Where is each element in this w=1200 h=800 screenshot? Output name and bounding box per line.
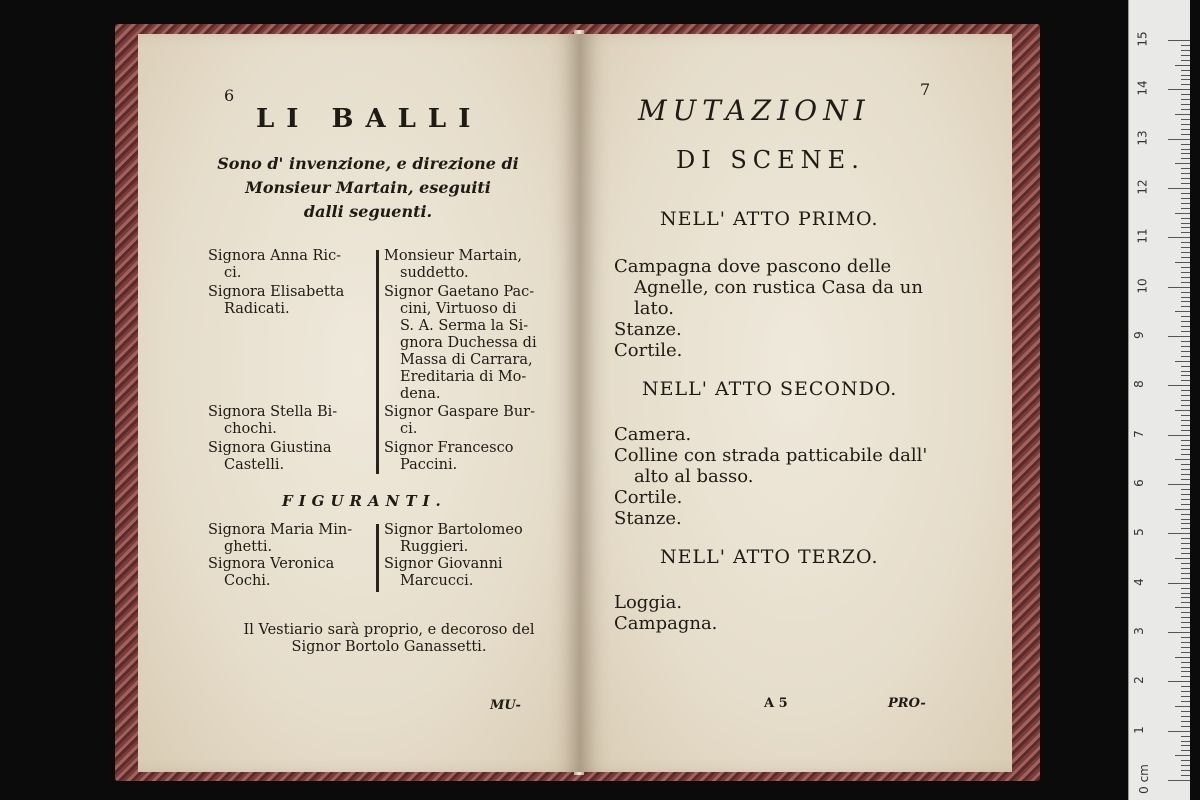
page-title: LI BALLI xyxy=(256,104,483,134)
ruler-tick xyxy=(1175,213,1190,214)
entry-line: S. A. Serma la Si- xyxy=(400,318,529,334)
ruler-tick xyxy=(1181,119,1190,120)
ruler-tick xyxy=(1181,282,1190,283)
ruler-tick xyxy=(1181,671,1190,672)
entry-line: ci. xyxy=(224,265,242,281)
scene-line: Cortile. xyxy=(614,487,683,508)
ruler-number: 15 xyxy=(1135,31,1150,47)
ruler-tick xyxy=(1168,336,1190,337)
subtitle xyxy=(178,152,558,224)
ruler-tick xyxy=(1181,252,1190,253)
ruler-tick xyxy=(1181,721,1190,722)
dancer-entry xyxy=(384,248,522,282)
entry-line: Radicati. xyxy=(224,301,290,317)
ruler-number: 5 xyxy=(1131,528,1146,537)
ruler-tick xyxy=(1181,489,1190,490)
ruler-tick xyxy=(1181,464,1190,465)
column-divider xyxy=(376,440,379,474)
ruler-tick xyxy=(1175,706,1190,707)
entry-line: Signor Francesco xyxy=(384,440,514,456)
ruler-tick xyxy=(1181,519,1190,520)
ruler-tick xyxy=(1181,676,1190,677)
dancer-entry xyxy=(208,440,332,474)
ruler-tick xyxy=(1181,153,1190,154)
ruler-tick xyxy=(1181,573,1190,574)
ruler-tick xyxy=(1181,292,1190,293)
subtitle-line: Sono d' invenzione, e direzione di xyxy=(217,154,519,173)
entry-line: Paccini. xyxy=(400,457,458,473)
ruler-tick xyxy=(1181,208,1190,209)
ruler-tick xyxy=(1181,430,1190,431)
page-subtitle: DI SCENE. xyxy=(676,146,865,174)
entry-line: Signora Maria Min- xyxy=(208,522,353,538)
ruler-tick xyxy=(1181,247,1190,248)
ruler-tick xyxy=(1181,578,1190,579)
scene-list xyxy=(614,424,927,529)
scene-line: Camera. xyxy=(614,424,692,445)
figurante-entry xyxy=(384,556,503,590)
ruler-tick xyxy=(1181,326,1190,327)
ruler-tick xyxy=(1181,711,1190,712)
entry-line: ci. xyxy=(400,421,418,437)
ruler-tick xyxy=(1181,405,1190,406)
ruler-tick xyxy=(1175,361,1190,362)
entry-line: Signora Giustina xyxy=(208,440,332,456)
scene-line: Stanze. xyxy=(614,319,682,340)
page-number: 7 xyxy=(920,80,931,99)
dancer-entry xyxy=(208,404,337,438)
ruler-tick xyxy=(1181,494,1190,495)
entry-line: cini, Virtuoso di xyxy=(400,301,517,317)
ruler-tick xyxy=(1181,745,1190,746)
ruler-tick xyxy=(1168,287,1190,288)
ruler-tick xyxy=(1181,617,1190,618)
ruler-tick xyxy=(1175,262,1190,263)
entry-line: Signor Gaetano Pac- xyxy=(384,284,535,300)
subtitle-line: Monsieur Martain, eseguiti xyxy=(245,178,491,197)
ruler-tick xyxy=(1181,84,1190,85)
figuranti-heading: FIGURANTI. xyxy=(282,492,447,510)
column-divider xyxy=(376,558,379,592)
scene-line: Stanze. xyxy=(614,508,682,529)
ruler-tick xyxy=(1181,297,1190,298)
ruler-number: 7 xyxy=(1131,429,1146,438)
figurante-entry xyxy=(208,522,352,556)
ruler-tick xyxy=(1181,301,1190,302)
ruler-tick xyxy=(1181,775,1190,776)
scene-line: Campagna. xyxy=(614,613,718,634)
ruler-tick xyxy=(1181,124,1190,125)
ruler-tick xyxy=(1168,681,1190,682)
right-page xyxy=(580,34,1012,772)
ruler-tick xyxy=(1181,356,1190,357)
ruler-tick xyxy=(1168,139,1190,140)
ruler-tick xyxy=(1181,637,1190,638)
entry-line: Castelli. xyxy=(224,457,285,473)
ruler-tick xyxy=(1181,99,1190,100)
ruler-number: 13 xyxy=(1135,130,1150,146)
ruler-number: 8 xyxy=(1131,380,1146,389)
ruler-tick xyxy=(1181,55,1190,56)
ruler-number: 6 xyxy=(1131,479,1146,487)
scene-line: Cortile. xyxy=(614,340,683,361)
ruler-tick xyxy=(1181,543,1190,544)
ruler-tick xyxy=(1168,188,1190,189)
ruler-tick xyxy=(1181,440,1190,441)
figurante-entry xyxy=(208,556,334,590)
ruler-tick xyxy=(1181,173,1190,174)
ruler-tick xyxy=(1168,533,1190,534)
ruler-tick xyxy=(1181,45,1190,46)
ruler-tick xyxy=(1181,203,1190,204)
entry-line: dena. xyxy=(400,386,441,402)
ruler-tick xyxy=(1181,277,1190,278)
entry-line: Signor Bartolomeo xyxy=(384,522,523,538)
ruler-tick xyxy=(1181,104,1190,105)
ruler-tick xyxy=(1181,390,1190,391)
ruler-tick xyxy=(1181,272,1190,273)
entry-line: Ruggieri. xyxy=(400,539,469,555)
dancer-entry xyxy=(384,440,513,474)
ruler-tick xyxy=(1181,331,1190,332)
left-page xyxy=(138,34,580,772)
ruler-tick xyxy=(1181,242,1190,243)
ruler-tick xyxy=(1181,316,1190,317)
ruler-tick xyxy=(1175,755,1190,756)
ruler-tick xyxy=(1181,726,1190,727)
ruler-tick xyxy=(1168,89,1190,90)
ruler-tick xyxy=(1175,459,1190,460)
ruler-tick xyxy=(1181,553,1190,554)
ruler-tick xyxy=(1181,701,1190,702)
ruler-tick xyxy=(1168,632,1190,633)
ruler-tick xyxy=(1181,415,1190,416)
ruler-tick xyxy=(1175,607,1190,608)
ruler-tick xyxy=(1181,593,1190,594)
ruler-tick xyxy=(1181,588,1190,589)
scene-line: Agnelle, con rustica Casa da un xyxy=(634,277,923,298)
ruler-number: 4 xyxy=(1131,577,1146,586)
page-title: MUTAZIONI xyxy=(638,94,871,127)
ruler-tick xyxy=(1181,563,1190,564)
ruler-tick xyxy=(1168,780,1190,781)
costume-note xyxy=(224,622,554,656)
ruler-number: 10 xyxy=(1135,278,1150,294)
ruler-tick xyxy=(1181,597,1190,598)
dancer-entry xyxy=(384,404,535,438)
ruler-tick xyxy=(1181,158,1190,159)
signature-mark: A 5 xyxy=(764,696,788,711)
ruler-tick xyxy=(1181,380,1190,381)
ruler-tick xyxy=(1181,70,1190,71)
ruler-tick xyxy=(1181,691,1190,692)
ruler-tick xyxy=(1168,484,1190,485)
entry-line: Marcucci. xyxy=(400,573,474,589)
ruler-tick xyxy=(1181,538,1190,539)
ruler-tick xyxy=(1175,311,1190,312)
ruler-tick xyxy=(1181,395,1190,396)
scene-line: alto al basso. xyxy=(634,466,754,487)
scene-line: Loggia. xyxy=(614,592,683,613)
ruler-tick xyxy=(1168,40,1190,41)
ruler-tick xyxy=(1181,351,1190,352)
ruler-tick xyxy=(1181,375,1190,376)
scene-list xyxy=(614,256,923,361)
ruler-tick xyxy=(1181,765,1190,766)
entry-line: Signora Stella Bi- xyxy=(208,404,338,420)
catchword: PRO- xyxy=(888,696,926,711)
entry-line: Ereditaria di Mo- xyxy=(400,369,527,385)
ruler-number: 1 xyxy=(1131,725,1146,734)
ruler-tick xyxy=(1181,602,1190,603)
ruler-tick xyxy=(1181,504,1190,505)
ruler-tick xyxy=(1168,583,1190,584)
entry-line: Signora Veronica xyxy=(208,556,335,572)
ruler-number: 12 xyxy=(1135,179,1150,195)
ruler-tick xyxy=(1181,94,1190,95)
ruler-tick xyxy=(1181,760,1190,761)
ruler-tick xyxy=(1175,558,1190,559)
ruler-tick xyxy=(1181,736,1190,737)
note-line: Signor Bortolo Ganassetti. xyxy=(291,639,487,655)
ruler-tick xyxy=(1181,341,1190,342)
ruler-number: 11 xyxy=(1135,228,1150,244)
catchword: MU- xyxy=(490,698,521,713)
ruler-tick xyxy=(1181,667,1190,668)
ruler-tick xyxy=(1181,178,1190,179)
ruler-tick xyxy=(1181,183,1190,184)
ruler-tick xyxy=(1181,627,1190,628)
ruler-tick xyxy=(1181,479,1190,480)
ruler-tick xyxy=(1181,400,1190,401)
ruler-tick xyxy=(1181,662,1190,663)
ruler-tick xyxy=(1181,686,1190,687)
entry-line: gnora Duchessa di xyxy=(400,335,537,351)
ruler-tick xyxy=(1181,218,1190,219)
ruler-tick xyxy=(1181,149,1190,150)
ruler-tick xyxy=(1181,514,1190,515)
scene-line: lato. xyxy=(634,298,674,319)
entry-line: Monsieur Martain, xyxy=(384,248,522,264)
scale-ruler xyxy=(1128,0,1190,800)
ruler-tick xyxy=(1181,223,1190,224)
ruler-tick xyxy=(1181,568,1190,569)
ruler-tick xyxy=(1181,129,1190,130)
ruler-tick xyxy=(1181,321,1190,322)
ruler-tick xyxy=(1181,454,1190,455)
ruler-tick xyxy=(1181,696,1190,697)
ruler-tick xyxy=(1181,750,1190,751)
entry-line: suddetto. xyxy=(400,265,469,281)
ruler-tick xyxy=(1181,193,1190,194)
entry-line: Massa di Carrara, xyxy=(400,352,533,368)
ruler-tick xyxy=(1181,227,1190,228)
ruler-tick xyxy=(1181,257,1190,258)
scene-list xyxy=(614,592,717,634)
ruler-tick xyxy=(1175,657,1190,658)
ruler-number: 9 xyxy=(1131,331,1146,339)
act-heading: NELL' ATTO PRIMO. xyxy=(660,208,879,230)
ruler-tick xyxy=(1175,163,1190,164)
subtitle-line: dalli seguenti. xyxy=(303,202,433,221)
ruler-tick xyxy=(1181,60,1190,61)
note-line: Il Vestiario sarà proprio, e decoroso del xyxy=(243,622,535,638)
ruler-tick xyxy=(1181,79,1190,80)
ruler-tick xyxy=(1181,75,1190,76)
entry-line: ghetti. xyxy=(224,539,273,555)
ruler-tick xyxy=(1168,731,1190,732)
dancer-entry xyxy=(208,284,344,318)
dancer-entry xyxy=(384,284,537,403)
ruler-number: 2 xyxy=(1131,676,1146,685)
ruler-tick xyxy=(1181,741,1190,742)
dancer-entry xyxy=(208,248,341,282)
ruler-tick xyxy=(1181,647,1190,648)
entry-line: Signor Gaspare Bur- xyxy=(384,404,536,420)
ruler-tick xyxy=(1175,65,1190,66)
ruler-tick xyxy=(1181,371,1190,372)
ruler-tick xyxy=(1181,50,1190,51)
ruler-number: 0 cm xyxy=(1136,764,1151,794)
ruler-tick xyxy=(1181,346,1190,347)
ruler-tick xyxy=(1175,509,1190,510)
figurante-entry xyxy=(384,522,523,556)
ruler-tick xyxy=(1181,474,1190,475)
scene-line: Campagna dove pascono delle xyxy=(614,256,892,277)
ruler-tick xyxy=(1168,385,1190,386)
ruler-tick xyxy=(1181,642,1190,643)
ruler-tick xyxy=(1181,770,1190,771)
ruler-tick xyxy=(1181,499,1190,500)
ruler-tick xyxy=(1181,523,1190,524)
ruler-tick xyxy=(1181,445,1190,446)
ruler-tick xyxy=(1181,612,1190,613)
ruler-tick xyxy=(1181,232,1190,233)
ruler-tick xyxy=(1181,716,1190,717)
ruler-tick xyxy=(1181,652,1190,653)
ruler-tick xyxy=(1181,134,1190,135)
ruler-tick xyxy=(1181,198,1190,199)
ruler-number: 3 xyxy=(1131,627,1146,635)
entry-line: chochi. xyxy=(224,421,277,437)
ruler-tick xyxy=(1181,366,1190,367)
ruler-tick xyxy=(1175,114,1190,115)
ruler-tick xyxy=(1181,168,1190,169)
ruler-tick xyxy=(1181,144,1190,145)
ruler-tick xyxy=(1181,425,1190,426)
act-heading: NELL' ATTO SECONDO. xyxy=(642,378,898,400)
ruler-number: 14 xyxy=(1135,80,1150,96)
page-number: 6 xyxy=(224,86,235,105)
column-divider xyxy=(376,524,379,558)
scene-line: Colline con strada patticabile dall' xyxy=(614,445,928,466)
ruler-tick xyxy=(1168,435,1190,436)
ruler-tick xyxy=(1181,267,1190,268)
ruler-tick xyxy=(1181,622,1190,623)
entry-line: Signora Elisabetta xyxy=(208,284,345,300)
ruler-tick xyxy=(1181,548,1190,549)
ruler-tick xyxy=(1181,109,1190,110)
entry-line: Signora Anna Ric- xyxy=(208,248,342,264)
ruler-tick xyxy=(1181,306,1190,307)
ruler-tick xyxy=(1181,469,1190,470)
entry-line: Cochi. xyxy=(224,573,271,589)
ruler-tick xyxy=(1181,449,1190,450)
ruler-tick xyxy=(1181,528,1190,529)
ruler-tick xyxy=(1181,420,1190,421)
entry-line: Signor Giovanni xyxy=(384,556,503,572)
act-heading: NELL' ATTO TERZO. xyxy=(660,546,879,568)
ruler-tick xyxy=(1175,410,1190,411)
ruler-tick xyxy=(1168,237,1190,238)
